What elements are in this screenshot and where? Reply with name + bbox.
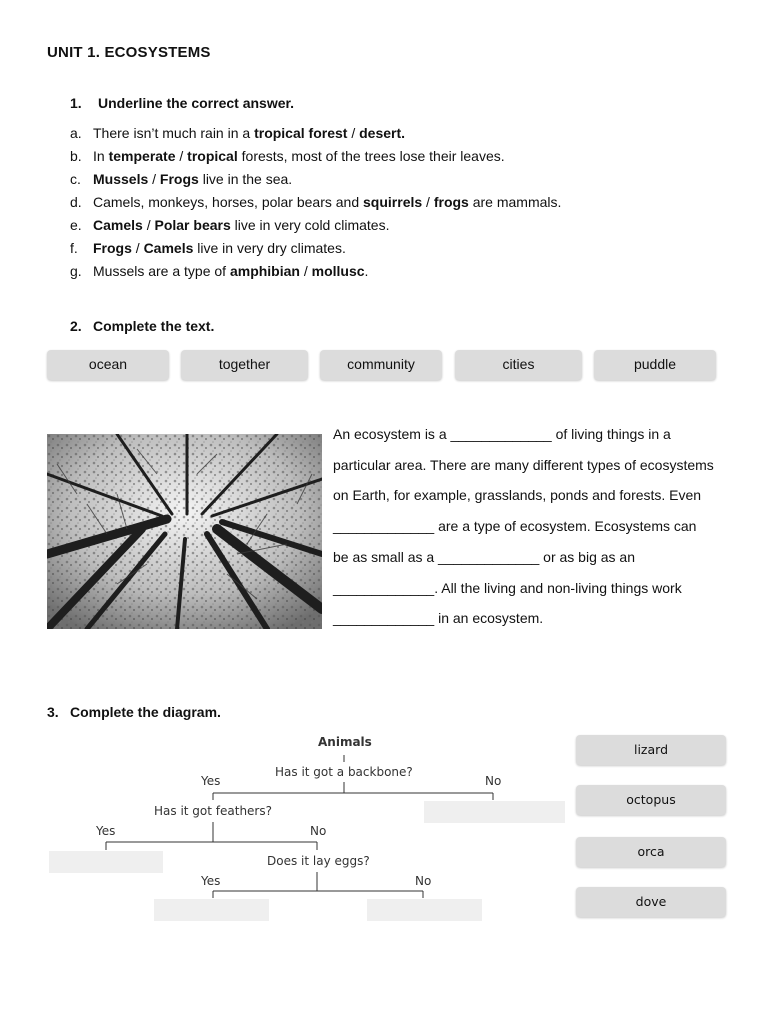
- diagram-question-eggs: Does it lay eggs?: [267, 854, 370, 868]
- question-3-title: Complete the diagram.: [70, 704, 221, 720]
- item-text: .: [364, 263, 369, 279]
- item-text: are mammals.: [468, 194, 562, 210]
- item-text: There isn’t much rain in a: [93, 125, 255, 141]
- answer-option[interactable]: desert.: [359, 125, 406, 141]
- diagram-question-feathers: Has it got feathers?: [154, 804, 272, 818]
- question-1-title: Underline the correct answer.: [98, 95, 295, 111]
- item-letter: a.: [70, 125, 82, 141]
- item-text: /: [148, 171, 160, 187]
- paragraph-line: on Earth, for example, grasslands, ponds and forests. Even: [333, 487, 702, 504]
- answer-option[interactable]: Camels: [143, 240, 194, 256]
- item-text: /: [175, 148, 188, 164]
- item-text: /: [299, 263, 312, 279]
- item-letter: f.: [70, 240, 78, 256]
- answer-blank-feathers[interactable]: [49, 851, 163, 873]
- diagram-no-eggs: No: [415, 874, 432, 888]
- answer-option[interactable]: temperate: [108, 148, 176, 164]
- item-text: Camels, monkeys, horses, polar bears and: [93, 194, 364, 210]
- word-box-ocean[interactable]: ocean: [47, 350, 169, 380]
- answer-blank-lays-eggs[interactable]: [154, 899, 269, 921]
- answer-option[interactable]: Mussels: [93, 171, 149, 187]
- page-title: UNIT 1. ECOSYSTEMS: [47, 44, 211, 61]
- item-text: /: [422, 194, 434, 210]
- item-letter: g.: [70, 263, 82, 279]
- word-box-cities[interactable]: cities: [455, 350, 582, 380]
- item-text: In: [93, 148, 109, 164]
- answer-option[interactable]: frogs: [433, 194, 469, 210]
- question-1-number: 1.: [70, 95, 82, 111]
- item-text: live in very cold climates.: [230, 217, 390, 233]
- diagram-no-feathers: No: [310, 824, 327, 838]
- word-box-together[interactable]: together: [181, 350, 308, 380]
- item-text: Mussels are a type of: [93, 263, 230, 279]
- paragraph-line: An ecosystem is a _____________ of living things in a: [333, 426, 671, 442]
- answer-option[interactable]: amphibian: [229, 263, 300, 279]
- diagram-yes-backbone: Yes: [201, 774, 221, 788]
- option-dove[interactable]: dove: [576, 887, 726, 917]
- item-text: /: [347, 125, 360, 141]
- item-text: live in the sea.: [198, 171, 293, 187]
- paragraph-line: _____________ are a type of ecosystem. Ecosystems can: [333, 518, 697, 535]
- question-2-title: Complete the text.: [93, 318, 215, 334]
- diagram-no-backbone: No: [485, 774, 502, 788]
- item-letter: d.: [70, 194, 82, 210]
- question-3-number: 3.: [47, 704, 59, 720]
- item-letter: e.: [70, 217, 82, 233]
- item-text: forests, most of the trees lose their leaves.: [237, 148, 505, 164]
- answer-blank-no-eggs[interactable]: [367, 899, 482, 921]
- item-letter: c.: [70, 171, 81, 187]
- answer-option[interactable]: Frogs: [93, 240, 132, 256]
- item-letter: b.: [70, 148, 82, 164]
- diagram-yes-eggs: Yes: [201, 874, 221, 888]
- answer-option[interactable]: mollusc: [311, 263, 365, 279]
- answer-option[interactable]: squirrels: [363, 194, 423, 210]
- answer-option[interactable]: Camels: [93, 217, 143, 233]
- diagram-root-animals: Animals: [318, 735, 372, 749]
- answer-blank-no-backbone[interactable]: [424, 801, 565, 823]
- diagram-question-backbone: Has it got a backbone?: [275, 765, 413, 779]
- paragraph-line: _____________. All the living and non-living things work: [333, 579, 682, 596]
- question-2-number: 2.: [70, 318, 82, 334]
- word-box-puddle[interactable]: puddle: [594, 350, 716, 380]
- word-box-community[interactable]: community: [320, 350, 442, 380]
- paragraph-line: particular area. There are many different types of ecosystems: [333, 456, 714, 473]
- answer-option[interactable]: Frogs: [159, 171, 199, 187]
- option-octopus[interactable]: octopus: [576, 785, 726, 815]
- paragraph-line: _____________ in an ecosystem.: [333, 610, 544, 627]
- option-orca[interactable]: orca: [576, 837, 726, 867]
- diagram-yes-feathers: Yes: [96, 824, 116, 838]
- answer-option[interactable]: tropical: [187, 148, 238, 164]
- item-text: /: [142, 217, 155, 233]
- paragraph-line: be as small as a _____________ or as big as an: [333, 548, 635, 565]
- item-text: /: [131, 240, 144, 256]
- answer-option[interactable]: Polar bears: [154, 217, 231, 233]
- option-lizard[interactable]: lizard: [576, 735, 726, 765]
- item-text: live in very dry climates.: [193, 240, 346, 256]
- answer-option[interactable]: tropical forest: [254, 125, 348, 141]
